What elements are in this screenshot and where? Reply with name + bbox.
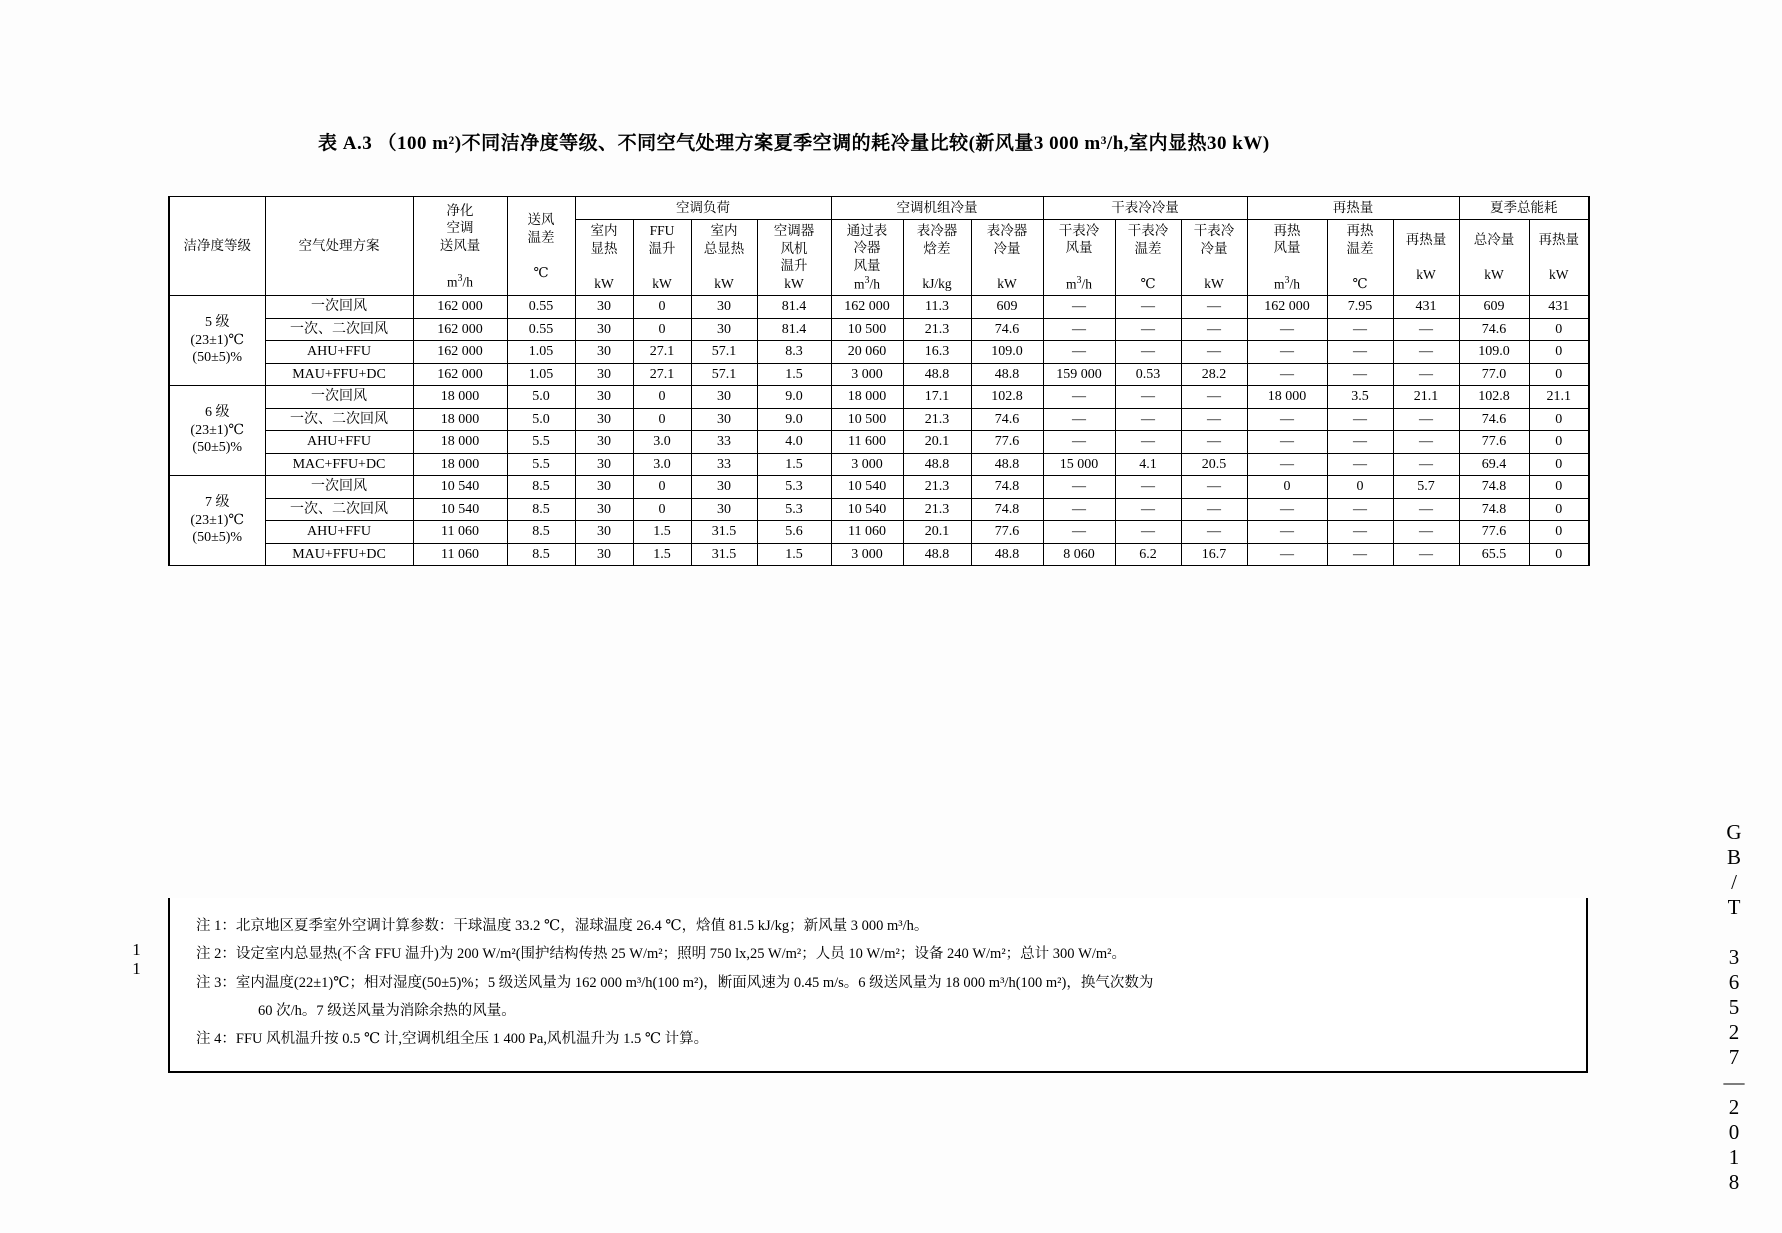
data-cell: 18 000: [413, 431, 507, 454]
data-cell: 5.0: [507, 408, 575, 431]
table-notes: [168, 898, 1588, 1073]
data-cell: —: [1393, 341, 1459, 364]
note-2: 注 2：设定室内总显热(不含 FFU 温升)为 200 W/m²(围护结构传热 25 W/m²；照明 750 lx,25 W/m²；人员 10 W/m²；设备 240 W/m²；总计 300 W/m²。: [196, 946, 1127, 963]
col-supply-temp-diff: 送风 温差 ℃: [507, 197, 575, 296]
col-reheat-airflow: 再热 风量 $m^3/h$: [1247, 219, 1327, 296]
data-cell: 81.4: [757, 296, 831, 319]
data-cell: 0: [1529, 431, 1589, 454]
table-row: [169, 453, 1589, 476]
data-cell: 159 000: [1043, 363, 1115, 386]
data-cell: 69.4: [1459, 453, 1529, 476]
table-container: [168, 196, 1588, 566]
data-cell: 30: [575, 363, 633, 386]
data-cell: 74.6: [971, 408, 1043, 431]
grade-cell: 7 级 (23±1)℃ (50±5)%: [169, 476, 265, 566]
data-cell: —: [1181, 521, 1247, 544]
data-cell: 10 540: [413, 498, 507, 521]
data-cell: —: [1181, 431, 1247, 454]
data-cell: 30: [575, 341, 633, 364]
standard-id: GB/T 36527—2018: [1722, 820, 1746, 1195]
data-cell: 48.8: [903, 453, 971, 476]
data-cell: 8.5: [507, 543, 575, 566]
data-cell: 18 000: [1247, 386, 1327, 409]
scheme-cell: MAU+FFU+DC: [265, 543, 413, 566]
data-cell: 21.3: [903, 498, 971, 521]
data-cell: —: [1115, 296, 1181, 319]
data-cell: 74.6: [1459, 408, 1529, 431]
data-cell: 11 600: [831, 431, 903, 454]
data-cell: —: [1043, 521, 1115, 544]
data-cell: 0: [633, 318, 691, 341]
data-cell: 77.6: [1459, 431, 1529, 454]
data-cell: —: [1247, 431, 1327, 454]
data-cell: —: [1393, 431, 1459, 454]
data-cell: 77.0: [1459, 363, 1529, 386]
data-cell: 48.8: [903, 363, 971, 386]
data-cell: 30: [575, 386, 633, 409]
data-cell: 30: [575, 408, 633, 431]
data-cell: 3.0: [633, 431, 691, 454]
data-cell: 5.5: [507, 431, 575, 454]
data-cell: 30: [575, 521, 633, 544]
data-cell: 3 000: [831, 543, 903, 566]
data-cell: 20.1: [903, 431, 971, 454]
data-cell: 8.5: [507, 498, 575, 521]
data-cell: 5.3: [757, 476, 831, 499]
data-cell: 6.2: [1115, 543, 1181, 566]
table-body: [169, 296, 1589, 566]
data-cell: 609: [1459, 296, 1529, 319]
data-cell: —: [1247, 341, 1327, 364]
data-cell: 431: [1393, 296, 1459, 319]
data-cell: 9.0: [757, 408, 831, 431]
data-cell: 8.5: [507, 476, 575, 499]
data-cell: 74.8: [1459, 498, 1529, 521]
data-cell: 48.8: [971, 453, 1043, 476]
data-cell: —: [1043, 386, 1115, 409]
data-cell: 0: [1529, 318, 1589, 341]
scheme-cell: 一次回风: [265, 476, 413, 499]
grade-cell: 5 级 (23±1)℃ (50±5)%: [169, 296, 265, 386]
data-cell: —: [1181, 341, 1247, 364]
table-row: [169, 296, 1589, 319]
data-cell: —: [1043, 498, 1115, 521]
data-cell: 0: [1327, 476, 1393, 499]
data-cell: 102.8: [971, 386, 1043, 409]
col-ffu-rise: FFU 温升 kW: [633, 219, 691, 296]
data-cell: 30: [575, 476, 633, 499]
data-cell: 30: [575, 543, 633, 566]
data-cell: 30: [575, 453, 633, 476]
col-coil-airflow: 通过表 冷器 风量 $m^3/h$: [831, 219, 903, 296]
col-indoor-sensible: 室内 显热 kW: [575, 219, 633, 296]
data-cell: 109.0: [971, 341, 1043, 364]
data-cell: 74.6: [971, 318, 1043, 341]
note-4: 注 4：FFU 风机温升按 0.5 ℃ 计,空调机组全压 1 400 Pa,风机温升为 1.5 ℃ 计算。: [196, 1031, 709, 1048]
data-cell: 109.0: [1459, 341, 1529, 364]
data-cell: 27.1: [633, 341, 691, 364]
data-cell: 3 000: [831, 363, 903, 386]
data-cell: 9.0: [757, 386, 831, 409]
data-cell: 33: [691, 453, 757, 476]
table-row: [169, 431, 1589, 454]
data-cell: 30: [691, 498, 757, 521]
scheme-cell: 一次回风: [265, 386, 413, 409]
data-cell: 609: [971, 296, 1043, 319]
data-cell: 30: [691, 476, 757, 499]
data-cell: 21.1: [1529, 386, 1589, 409]
data-cell: —: [1115, 408, 1181, 431]
data-cell: 10 540: [413, 476, 507, 499]
scheme-cell: AHU+FFU: [265, 431, 413, 454]
data-cell: 48.8: [903, 543, 971, 566]
col-coil-enthalpy: 表冷器 焓差 kJ/kg: [903, 219, 971, 296]
data-cell: —: [1247, 543, 1327, 566]
col-drycoil-cooling: 干表冷 冷量 kW: [1181, 219, 1247, 296]
data-cell: —: [1393, 521, 1459, 544]
data-cell: —: [1393, 318, 1459, 341]
data-cell: —: [1327, 521, 1393, 544]
data-cell: —: [1115, 521, 1181, 544]
scheme-cell: AHU+FFU: [265, 341, 413, 364]
data-cell: 5.5: [507, 453, 575, 476]
data-cell: —: [1327, 341, 1393, 364]
data-cell: —: [1181, 476, 1247, 499]
data-cell: 28.2: [1181, 363, 1247, 386]
data-cell: —: [1043, 296, 1115, 319]
data-cell: 81.4: [757, 318, 831, 341]
data-cell: —: [1181, 318, 1247, 341]
data-cell: 18 000: [413, 386, 507, 409]
grade-cell: 6 级 (23±1)℃ (50±5)%: [169, 386, 265, 476]
data-cell: 16.7: [1181, 543, 1247, 566]
data-cell: 21.3: [903, 318, 971, 341]
data-cell: —: [1327, 431, 1393, 454]
data-cell: 30: [575, 498, 633, 521]
data-cell: —: [1393, 363, 1459, 386]
data-cell: —: [1115, 498, 1181, 521]
data-cell: 77.6: [1459, 521, 1529, 544]
scheme-cell: MAC+FFU+DC: [265, 453, 413, 476]
table-row: [169, 386, 1589, 409]
table-caption: 表 A.3 （100 m²)不同洁净度等级、不同空气处理方案夏季空调的耗冷量比较(新风量3 000 m³/h,室内显热30 kW): [318, 133, 1270, 154]
data-cell: 30: [575, 296, 633, 319]
scheme-cell: MAU+FFU+DC: [265, 363, 413, 386]
data-cell: 0: [633, 386, 691, 409]
data-cell: 162 000: [413, 341, 507, 364]
scheme-cell: AHU+FFU: [265, 521, 413, 544]
data-cell: 162 000: [413, 296, 507, 319]
data-cell: 0.55: [507, 318, 575, 341]
data-cell: 77.6: [971, 521, 1043, 544]
data-cell: 11.3: [903, 296, 971, 319]
data-cell: 30: [575, 318, 633, 341]
data-cell: 4.0: [757, 431, 831, 454]
data-cell: 10 500: [831, 318, 903, 341]
data-cell: —: [1247, 363, 1327, 386]
data-cell: —: [1327, 453, 1393, 476]
data-cell: —: [1327, 363, 1393, 386]
col-drycoil-airflow: 干表冷 风量 $m^3/h$: [1043, 219, 1115, 296]
data-cell: 8.3: [757, 341, 831, 364]
data-cell: 0: [633, 296, 691, 319]
data-cell: —: [1043, 431, 1115, 454]
data-cell: 11 060: [831, 521, 903, 544]
data-cell: 74.8: [971, 476, 1043, 499]
page-number: 11: [127, 940, 146, 978]
table-row: [169, 476, 1589, 499]
scheme-cell: 一次、二次回风: [265, 498, 413, 521]
data-cell: 30: [575, 431, 633, 454]
data-cell: 1.5: [757, 453, 831, 476]
data-cell: 8 060: [1043, 543, 1115, 566]
note-1: 注 1：北京地区夏季室外空调计算参数：干球温度 33.2 ℃，湿球温度 26.4 ℃，焓值 81.5 kJ/kg；新风量 3 000 m³/h。: [196, 918, 929, 934]
group-load: 空调负荷: [575, 197, 831, 220]
data-cell: 33: [691, 431, 757, 454]
data-cell: —: [1115, 386, 1181, 409]
data-cell: 18 000: [831, 386, 903, 409]
data-cell: 102.8: [1459, 386, 1529, 409]
data-cell: —: [1327, 408, 1393, 431]
data-cell: 11 060: [413, 521, 507, 544]
data-cell: 10 500: [831, 408, 903, 431]
data-cell: —: [1327, 318, 1393, 341]
data-cell: —: [1393, 453, 1459, 476]
data-cell: 74.8: [1459, 476, 1529, 499]
data-cell: —: [1393, 408, 1459, 431]
data-cell: —: [1247, 498, 1327, 521]
col-grade: 洁净度等级: [169, 197, 265, 296]
data-cell: 0: [633, 408, 691, 431]
data-cell: —: [1115, 431, 1181, 454]
data-cell: 1.5: [757, 543, 831, 566]
data-cell: 20.1: [903, 521, 971, 544]
data-cell: —: [1043, 476, 1115, 499]
col-drycoil-temp-diff: 干表冷 温差 ℃: [1115, 219, 1181, 296]
data-cell: 21.1: [1393, 386, 1459, 409]
data-cell: 5.7: [1393, 476, 1459, 499]
data-cell: —: [1043, 318, 1115, 341]
data-cell: 0: [1529, 543, 1589, 566]
data-cell: —: [1181, 386, 1247, 409]
col-supply-air: 净化 空调 送风量 $m^3/h$: [413, 197, 507, 296]
table-row: [169, 543, 1589, 566]
col-total-cooling: 总冷量 kW: [1459, 219, 1529, 296]
data-cell: 0: [1529, 363, 1589, 386]
data-cell: 0: [1529, 453, 1589, 476]
table-head: [169, 197, 1589, 296]
data-cell: 0: [1529, 341, 1589, 364]
note-3-cont: 60 次/h。7 级送风量为消除余热的风量。: [258, 1002, 516, 1019]
col-ahu-fan-rise: 空调器 风机 温升 kW: [757, 219, 831, 296]
data-cell: 30: [691, 296, 757, 319]
data-cell: 8.5: [507, 521, 575, 544]
data-cell: 0: [1247, 476, 1327, 499]
col-reheat-load: 再热量 kW: [1393, 219, 1459, 296]
data-cell: 0: [633, 476, 691, 499]
data-cell: 30: [691, 408, 757, 431]
data-cell: —: [1247, 453, 1327, 476]
data-cell: 162 000: [831, 296, 903, 319]
data-cell: 74.8: [971, 498, 1043, 521]
data-cell: 0.55: [507, 296, 575, 319]
comparison-table: [168, 196, 1590, 566]
data-cell: 1.05: [507, 363, 575, 386]
data-cell: 20.5: [1181, 453, 1247, 476]
group-unit-cooling: 空调机组冷量: [831, 197, 1043, 220]
data-cell: —: [1043, 408, 1115, 431]
data-cell: —: [1393, 543, 1459, 566]
data-cell: —: [1247, 318, 1327, 341]
data-cell: 1.05: [507, 341, 575, 364]
data-cell: 0: [1529, 408, 1589, 431]
data-cell: 17.1: [903, 386, 971, 409]
data-cell: —: [1115, 476, 1181, 499]
data-cell: 31.5: [691, 521, 757, 544]
data-cell: —: [1327, 543, 1393, 566]
data-cell: 18 000: [413, 408, 507, 431]
group-season-total: 夏季总能耗: [1459, 197, 1589, 220]
data-cell: 5.0: [507, 386, 575, 409]
data-cell: 3.0: [633, 453, 691, 476]
data-cell: 5.3: [757, 498, 831, 521]
table-row: [169, 521, 1589, 544]
data-cell: 1.5: [757, 363, 831, 386]
table-row: [169, 318, 1589, 341]
data-cell: 20 060: [831, 341, 903, 364]
data-cell: —: [1115, 341, 1181, 364]
data-cell: 16.3: [903, 341, 971, 364]
col-scheme: 空气处理方案: [265, 197, 413, 296]
group-dry-coil: 干表冷冷量: [1043, 197, 1247, 220]
table-row: [169, 363, 1589, 386]
data-cell: —: [1393, 498, 1459, 521]
data-cell: 3.5: [1327, 386, 1393, 409]
data-cell: 57.1: [691, 363, 757, 386]
data-cell: 15 000: [1043, 453, 1115, 476]
data-cell: 30: [691, 386, 757, 409]
data-cell: —: [1247, 521, 1327, 544]
header-row-groups: [169, 197, 1589, 220]
data-cell: 74.6: [1459, 318, 1529, 341]
data-cell: —: [1115, 318, 1181, 341]
data-cell: 431: [1529, 296, 1589, 319]
data-cell: 10 540: [831, 476, 903, 499]
data-cell: 48.8: [971, 543, 1043, 566]
data-cell: 10 540: [831, 498, 903, 521]
data-cell: 162 000: [1247, 296, 1327, 319]
col-total-reheat: 再热量 kW: [1529, 219, 1589, 296]
data-cell: 11 060: [413, 543, 507, 566]
data-cell: 0: [1529, 498, 1589, 521]
data-cell: —: [1043, 341, 1115, 364]
data-cell: 31.5: [691, 543, 757, 566]
data-cell: 18 000: [413, 453, 507, 476]
col-reheat-temp-diff: 再热 温差 ℃: [1327, 219, 1393, 296]
table-row: [169, 341, 1589, 364]
data-cell: 77.6: [971, 431, 1043, 454]
data-cell: 21.3: [903, 408, 971, 431]
table-row: [169, 498, 1589, 521]
data-cell: 27.1: [633, 363, 691, 386]
col-coil-cooling: 表冷器 冷量 kW: [971, 219, 1043, 296]
col-indoor-total-sensible: 室内 总显热 kW: [691, 219, 757, 296]
data-cell: 3 000: [831, 453, 903, 476]
table-row: [169, 408, 1589, 431]
data-cell: 21.3: [903, 476, 971, 499]
data-cell: 0.53: [1115, 363, 1181, 386]
scheme-cell: 一次、二次回风: [265, 408, 413, 431]
data-cell: 0: [633, 498, 691, 521]
data-cell: —: [1327, 498, 1393, 521]
data-cell: 1.5: [633, 521, 691, 544]
note-3: 注 3：室内温度(22±1)℃；相对湿度(50±5)%；5 级送风量为 162 000 m³/h(100 m²)，断面风速为 0.45 m/s。6 级送风量为 18 000 m³/h(100 m²)，换气次数为: [196, 974, 1154, 991]
data-cell: 0: [1529, 476, 1589, 499]
data-cell: 7.95: [1327, 296, 1393, 319]
data-cell: 162 000: [413, 363, 507, 386]
data-cell: 57.1: [691, 341, 757, 364]
data-cell: 65.5: [1459, 543, 1529, 566]
scheme-cell: 一次、二次回风: [265, 318, 413, 341]
data-cell: 4.1: [1115, 453, 1181, 476]
data-cell: 0: [1529, 521, 1589, 544]
scheme-cell: 一次回风: [265, 296, 413, 319]
data-cell: 30: [691, 318, 757, 341]
data-cell: 1.5: [633, 543, 691, 566]
group-reheat: 再热量: [1247, 197, 1459, 220]
data-cell: —: [1181, 498, 1247, 521]
data-cell: —: [1181, 408, 1247, 431]
data-cell: —: [1247, 408, 1327, 431]
data-cell: 48.8: [971, 363, 1043, 386]
data-cell: 162 000: [413, 318, 507, 341]
data-cell: 5.6: [757, 521, 831, 544]
data-cell: —: [1181, 296, 1247, 319]
